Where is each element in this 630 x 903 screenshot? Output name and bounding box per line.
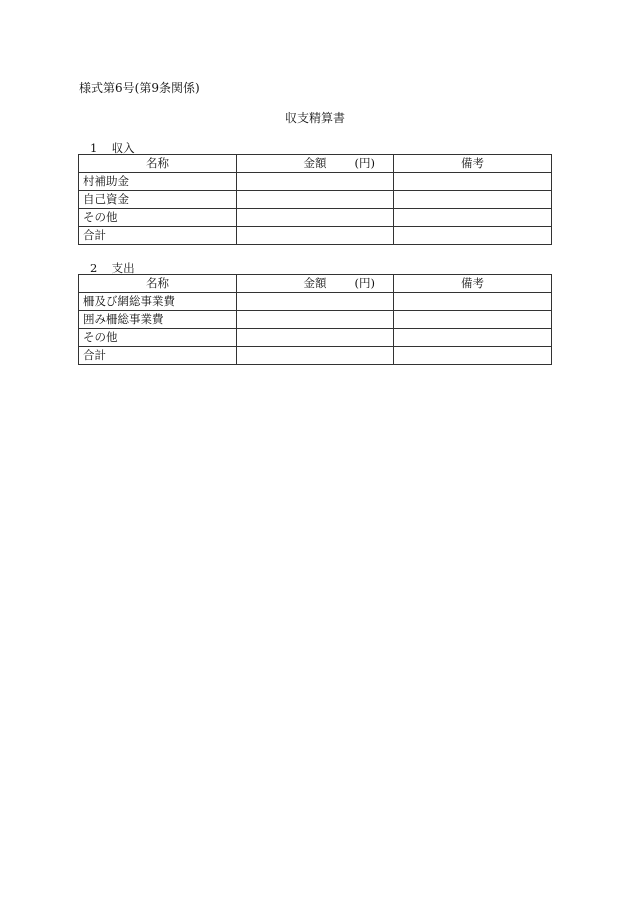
income-row-amount-cell[interactable] <box>237 191 394 209</box>
expense-row-amount-cell[interactable] <box>237 347 394 365</box>
income-section-number: 1 <box>90 141 98 155</box>
income-row-name: 自己資金 <box>79 191 237 209</box>
expense-row-name: 囲み柵総事業費 <box>79 311 237 329</box>
income-header-amount-unit: (円) <box>354 156 375 170</box>
expense-row-amount-cell[interactable] <box>237 329 394 347</box>
table-row <box>79 311 552 329</box>
expense-row-name: その他 <box>79 329 237 347</box>
income-header-name: 名称 <box>79 155 237 173</box>
income-row-name: 合計 <box>79 227 237 245</box>
expense-row-remarks-cell[interactable] <box>394 293 552 311</box>
income-row-remarks-cell[interactable] <box>394 209 552 227</box>
table-row <box>79 293 552 311</box>
expense-row-remarks-cell[interactable] <box>394 311 552 329</box>
expense-row-remarks-cell[interactable] <box>394 329 552 347</box>
table-row <box>79 347 552 365</box>
form-number-label: 様式第6号(第9条関係) <box>79 81 200 95</box>
income-row-name: 村補助金 <box>79 173 237 191</box>
table-row <box>79 329 552 347</box>
expense-header-remarks: 備考 <box>394 275 552 293</box>
expense-row-name: 柵及び網総事業費 <box>79 293 237 311</box>
expense-header-amount-label: 金額 <box>303 276 327 290</box>
expense-header-amount-unit: (円) <box>354 276 375 290</box>
expense-table <box>78 274 552 365</box>
expense-section-title: 支出 <box>111 261 135 275</box>
income-table <box>78 154 552 245</box>
income-table-header-row <box>79 155 552 173</box>
expense-header-name: 名称 <box>79 275 237 293</box>
expense-section-number: 2 <box>90 261 98 275</box>
income-row-amount-cell[interactable] <box>237 227 394 245</box>
income-row-remarks-cell[interactable] <box>394 227 552 245</box>
document-title: 収支精算書 <box>284 111 345 125</box>
table-row <box>79 173 552 191</box>
income-row-remarks-cell[interactable] <box>394 173 552 191</box>
income-header-remarks: 備考 <box>394 155 552 173</box>
expense-header-amount <box>237 275 394 293</box>
income-row-remarks-cell[interactable] <box>394 191 552 209</box>
expense-table-header-row <box>79 275 552 293</box>
table-row <box>79 209 552 227</box>
income-row-amount-cell[interactable] <box>237 173 394 191</box>
expense-row-name: 合計 <box>79 347 237 365</box>
expense-row-amount-cell[interactable] <box>237 293 394 311</box>
income-section-title: 収入 <box>111 141 135 155</box>
expense-row-remarks-cell[interactable] <box>394 347 552 365</box>
income-header-amount-label: 金額 <box>303 156 327 170</box>
expense-row-amount-cell[interactable] <box>237 311 394 329</box>
income-row-amount-cell[interactable] <box>237 209 394 227</box>
income-header-amount <box>237 155 394 173</box>
table-row <box>79 191 552 209</box>
table-row <box>79 227 552 245</box>
income-row-name: その他 <box>79 209 237 227</box>
